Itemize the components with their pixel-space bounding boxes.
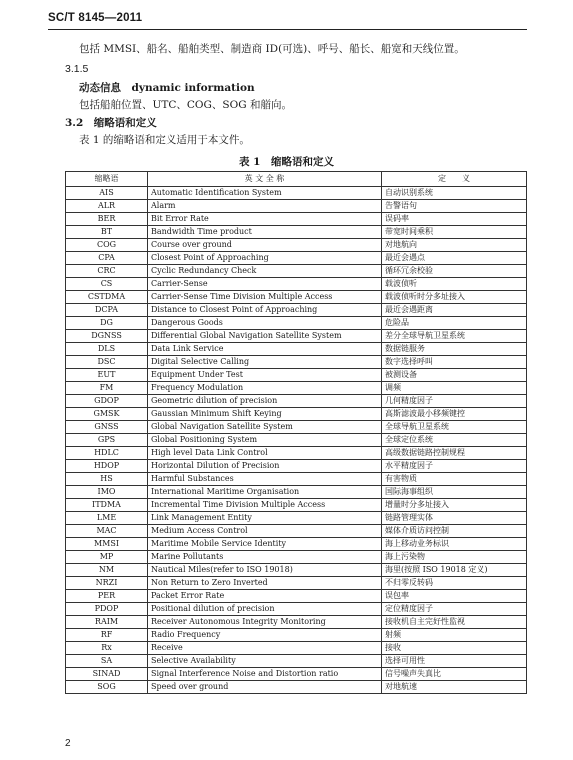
- abbreviation-cell: GMSK: [66, 408, 148, 421]
- english-name-cell: Receiver Autonomous Integrity Monitoring: [148, 616, 382, 629]
- abbreviation-cell: MMSI: [66, 538, 148, 551]
- table-row: [66, 655, 527, 668]
- static-info-continuation: 包括 MMSI、船名、船舶类型、制造商 ID(可选)、呼号、船长、船宽和天线位置。: [79, 43, 465, 55]
- english-name-cell: Global Positioning System: [148, 434, 382, 447]
- abbreviation-cell: COG: [66, 239, 148, 252]
- table-row: [66, 447, 527, 460]
- abbreviation-cell: GPS: [66, 434, 148, 447]
- abbreviation-cell: DG: [66, 317, 148, 330]
- header-english-name: 英 文 全 称: [148, 172, 382, 187]
- english-name-cell: Digital Selective Calling: [148, 356, 382, 369]
- english-name-cell: Frequency Modulation: [148, 382, 382, 395]
- definition-cell: 最近会遇点: [382, 252, 527, 265]
- english-name-cell: Receive: [148, 642, 382, 655]
- table-row: [66, 603, 527, 616]
- header-rule: [48, 29, 527, 30]
- definition-cell: 全球导航卫星系统: [382, 421, 527, 434]
- definition-cell: 差分全球导航卫星系统: [382, 330, 527, 343]
- table-row: [66, 239, 527, 252]
- english-name-cell: Cyclic Redundancy Check: [148, 265, 382, 278]
- english-name-cell: Equipment Under Test: [148, 369, 382, 382]
- header-definition: 定 义: [382, 172, 527, 187]
- definition-cell: 被测设备: [382, 369, 527, 382]
- definition-cell: 高级数据链路控制规程: [382, 447, 527, 460]
- abbreviation-cell: CS: [66, 278, 148, 291]
- definition-cell: 有害物质: [382, 473, 527, 486]
- english-name-cell: High level Data Link Control: [148, 447, 382, 460]
- table-header-row: [66, 172, 527, 187]
- abbreviation-cell: SOG: [66, 681, 148, 694]
- table-row: [66, 473, 527, 486]
- abbreviation-cell: PDOP: [66, 603, 148, 616]
- abbreviation-table: [65, 171, 527, 694]
- abbreviation-cell: NRZI: [66, 577, 148, 590]
- abbreviation-cell: EUT: [66, 369, 148, 382]
- table-row: [66, 187, 527, 200]
- table-row: [66, 291, 527, 304]
- definition-cell: 水平精度因子: [382, 460, 527, 473]
- table-row: [66, 395, 527, 408]
- definition-cell: 增量时分多址接入: [382, 499, 527, 512]
- english-name-cell: Link Management Entity: [148, 512, 382, 525]
- table-row: [66, 525, 527, 538]
- definition-cell: 带宽时间乘积: [382, 226, 527, 239]
- english-name-cell: Selective Availability: [148, 655, 382, 668]
- english-name-cell: Bit Error Rate: [148, 213, 382, 226]
- definition-cell: 选择可用性: [382, 655, 527, 668]
- english-name-cell: Nautical Miles(refer to ISO 19018): [148, 564, 382, 577]
- abbreviation-cell: CSTDMA: [66, 291, 148, 304]
- abbreviation-cell: DCPA: [66, 304, 148, 317]
- english-name-cell: Speed over ground: [148, 681, 382, 694]
- definition-cell: 全球定位系统: [382, 434, 527, 447]
- table-row: [66, 564, 527, 577]
- table-row: [66, 629, 527, 642]
- definition-cell: 国际海事组织: [382, 486, 527, 499]
- definition-cell: 自动识别系统: [382, 187, 527, 200]
- abbreviation-cell: PER: [66, 590, 148, 603]
- table-row: [66, 668, 527, 681]
- definition-cell: 链路管理实体: [382, 512, 527, 525]
- table-row: [66, 590, 527, 603]
- table-row: [66, 356, 527, 369]
- table-row: [66, 213, 527, 226]
- english-name-cell: Maritime Mobile Service Identity: [148, 538, 382, 551]
- english-name-cell: Radio Frequency: [148, 629, 382, 642]
- abbreviation-cell: RF: [66, 629, 148, 642]
- table-row: [66, 330, 527, 343]
- definition-cell: 最近会遇距离: [382, 304, 527, 317]
- standard-code-header: SC/T 8145—2011: [48, 12, 143, 24]
- abbreviation-cell: ITDMA: [66, 499, 148, 512]
- section-3-2-heading: 3.2 缩略语和定义: [65, 117, 157, 129]
- definition-cell: 海上移动业务标识: [382, 538, 527, 551]
- table-row: [66, 577, 527, 590]
- table-row: [66, 200, 527, 213]
- definition-cell: 信号噪声失真比: [382, 668, 527, 681]
- table-row: [66, 434, 527, 447]
- table-row: [66, 616, 527, 629]
- abbreviation-cell: CRC: [66, 265, 148, 278]
- english-name-cell: Dangerous Goods: [148, 317, 382, 330]
- table-row: [66, 382, 527, 395]
- english-name-cell: Global Navigation Satellite System: [148, 421, 382, 434]
- abbreviation-cell: MP: [66, 551, 148, 564]
- table-row: [66, 551, 527, 564]
- table-row: [66, 226, 527, 239]
- definition-cell: 误码率: [382, 213, 527, 226]
- table-row: [66, 421, 527, 434]
- english-name-cell: Marine Pollutants: [148, 551, 382, 564]
- definition-cell: 对地航向: [382, 239, 527, 252]
- abbreviation-cell: MAC: [66, 525, 148, 538]
- abbreviation-cell: DLS: [66, 343, 148, 356]
- table-row: [66, 369, 527, 382]
- abbreviation-cell: BT: [66, 226, 148, 239]
- table-row: [66, 343, 527, 356]
- table-row: [66, 642, 527, 655]
- abbreviation-cell: HDOP: [66, 460, 148, 473]
- english-name-cell: Automatic Identification System: [148, 187, 382, 200]
- definition-cell: 几何精度因子: [382, 395, 527, 408]
- english-name-cell: Incremental Time Division Multiple Access: [148, 499, 382, 512]
- abbreviation-cell: DSC: [66, 356, 148, 369]
- definition-cell: 循环冗余校验: [382, 265, 527, 278]
- english-name-cell: Carrier-Sense: [148, 278, 382, 291]
- definition-cell: 接收机自主完好性监视: [382, 616, 527, 629]
- definition-cell: 数字选择呼叫: [382, 356, 527, 369]
- abbreviation-cell: CPA: [66, 252, 148, 265]
- abbreviation-cell: RAIM: [66, 616, 148, 629]
- abbreviation-cell: LME: [66, 512, 148, 525]
- definition-cell: 定位精度因子: [382, 603, 527, 616]
- header-abbreviation: 缩略语: [66, 172, 148, 187]
- definition-cell: 海里(按照 ISO 19018 定义): [382, 564, 527, 577]
- table-row: [66, 681, 527, 694]
- section-3-2-text: 表 1 的缩略语和定义适用于本文件。: [79, 134, 250, 146]
- english-name-cell: Data Link Service: [148, 343, 382, 356]
- english-name-cell: Signal Interference Noise and Distortion ratio: [148, 668, 382, 681]
- english-name-cell: International Maritime Organisation: [148, 486, 382, 499]
- abbreviation-cell: SINAD: [66, 668, 148, 681]
- english-name-cell: Alarm: [148, 200, 382, 213]
- definition-cell: 载波侦听时分多址接入: [382, 291, 527, 304]
- table-row: [66, 408, 527, 421]
- definition-cell: 对地航速: [382, 681, 527, 694]
- english-name-cell: Non Return to Zero Inverted: [148, 577, 382, 590]
- table-row: [66, 512, 527, 525]
- table-row: [66, 317, 527, 330]
- definition-cell: 接收: [382, 642, 527, 655]
- abbreviation-cell: HS: [66, 473, 148, 486]
- abbreviation-cell: ALR: [66, 200, 148, 213]
- abbreviation-cell: HDLC: [66, 447, 148, 460]
- abbreviation-cell: DGNSS: [66, 330, 148, 343]
- english-name-cell: Bandwidth Time product: [148, 226, 382, 239]
- definition-cell: 危险品: [382, 317, 527, 330]
- english-name-cell: Gaussian Minimum Shift Keying: [148, 408, 382, 421]
- definition-cell: 数据链服务: [382, 343, 527, 356]
- abbreviation-cell: GNSS: [66, 421, 148, 434]
- english-name-cell: Geometric dilution of precision: [148, 395, 382, 408]
- definition-cell: 媒体介质访问控制: [382, 525, 527, 538]
- definition-cell: 调频: [382, 382, 527, 395]
- definition-cell: 误包率: [382, 590, 527, 603]
- definition-cell: 不归零反转码: [382, 577, 527, 590]
- english-name-cell: Distance to Closest Point of Approaching: [148, 304, 382, 317]
- table-row: [66, 265, 527, 278]
- definition-cell: 载波侦听: [382, 278, 527, 291]
- abbreviation-cell: SA: [66, 655, 148, 668]
- definition-cell: 射频: [382, 629, 527, 642]
- abbreviation-cell: FM: [66, 382, 148, 395]
- english-name-cell: Differential Global Navigation Satellite System: [148, 330, 382, 343]
- abbreviation-cell: BER: [66, 213, 148, 226]
- definition-cell: 海上污染物: [382, 551, 527, 564]
- english-name-cell: Positional dilution of precision: [148, 603, 382, 616]
- table-caption: 表 1 缩略语和定义: [239, 156, 334, 168]
- table-row: [66, 499, 527, 512]
- english-name-cell: Horizontal Dilution of Precision: [148, 460, 382, 473]
- table-row: [66, 486, 527, 499]
- table-row: [66, 252, 527, 265]
- abbreviation-cell: GDOP: [66, 395, 148, 408]
- abbreviation-cell: NM: [66, 564, 148, 577]
- abbreviation-cell: AIS: [66, 187, 148, 200]
- definition-cell: 告警语句: [382, 200, 527, 213]
- section-3-1-5-term: 动态信息 dynamic information: [79, 82, 255, 94]
- abbreviation-cell: IMO: [66, 486, 148, 499]
- section-3-1-5-definition: 包括船舶位置、UTC、COG、SOG 和艏向。: [79, 99, 292, 111]
- definition-cell: 高斯滤波最小移频键控: [382, 408, 527, 421]
- english-name-cell: Course over ground: [148, 239, 382, 252]
- english-name-cell: Closest Point of Approaching: [148, 252, 382, 265]
- table-row: [66, 538, 527, 551]
- table-row: [66, 278, 527, 291]
- english-name-cell: Packet Error Rate: [148, 590, 382, 603]
- page-number: 2: [65, 738, 71, 749]
- english-name-cell: Medium Access Control: [148, 525, 382, 538]
- section-3-1-5-number: 3.1.5: [65, 63, 89, 75]
- table-row: [66, 460, 527, 473]
- table-row: [66, 304, 527, 317]
- english-name-cell: Carrier-Sense Time Division Multiple Access: [148, 291, 382, 304]
- english-name-cell: Harmful Substances: [148, 473, 382, 486]
- abbreviation-cell: Rx: [66, 642, 148, 655]
